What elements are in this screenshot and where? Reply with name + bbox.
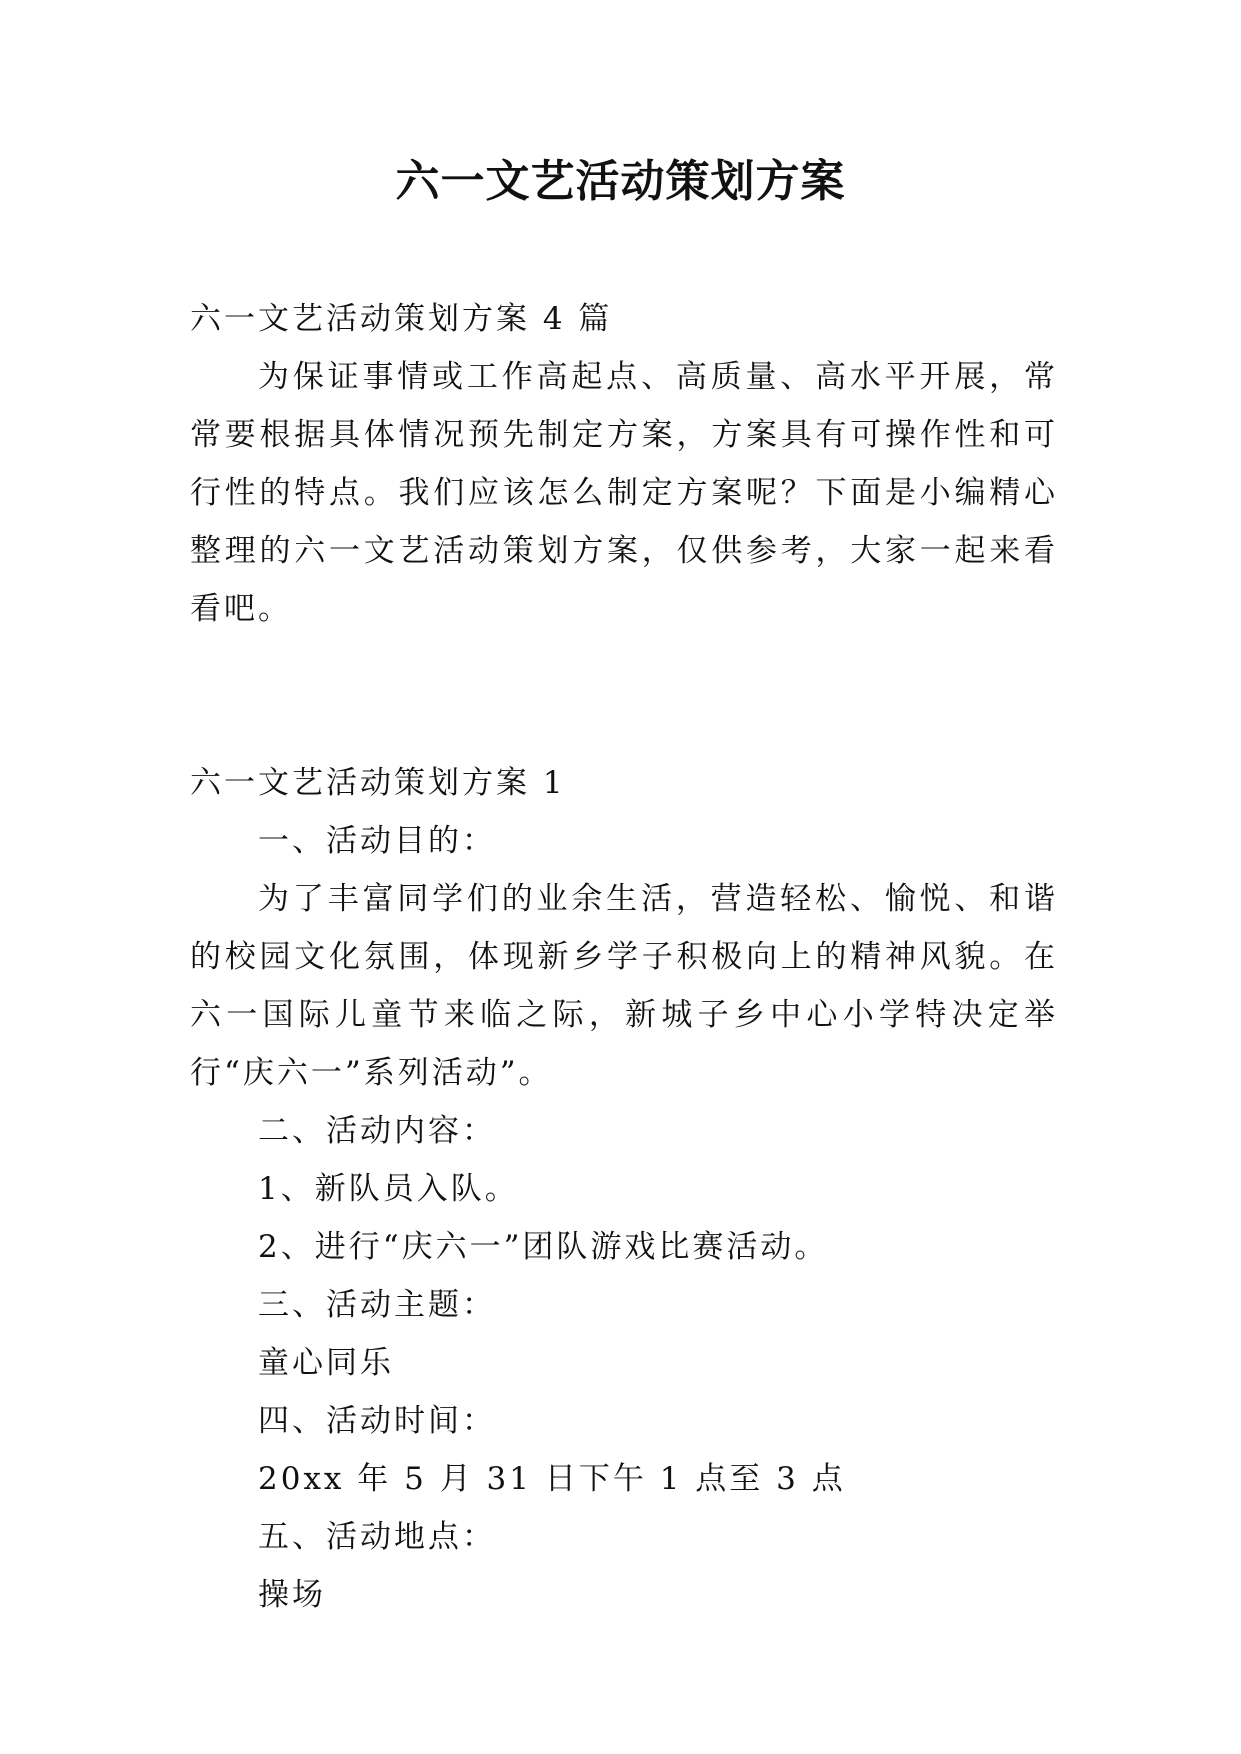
place-text: 操场 (258, 1577, 326, 1613)
intro-paragraph: 为保证事情或工作高起点、高质量、高水平开展，常常要根据具体情况预先制定方案，方案具有可操作性和可行性的特点。我们应该怎么制定方案呢？下面是小编精心整理的六一文艺活动策划方案，仅供参考，大家一起来看看吧。 (190, 359, 1058, 627)
purpose-paragraph: 为了丰富同学们的业余生活，营造轻松、愉悦、和谐的校园文化氛围，体现新乡学子积极向上的精神风貌。在六一国际儿童节来临之际，新城子乡中心小学特决定举行“庆六一”系列活动”。 (190, 881, 1058, 1091)
document-subtitle: 六一文艺活动策划方案 4 篇 (190, 301, 613, 337)
section-spacer (190, 638, 1058, 754)
document-title: 六一文艺活动策划方案 (395, 156, 846, 207)
content-item: 2、进行“庆六一”团队游戏比赛活动。 (258, 1229, 829, 1265)
purpose-heading: 一、活动目的： (258, 823, 496, 859)
time-text: 20xx 年 5 月 31 日下午 1 点至 3 点 (258, 1461, 846, 1497)
place-heading: 五、活动地点： (258, 1519, 496, 1555)
content-item: 1、新队员入队。 (258, 1171, 519, 1207)
theme-heading: 三、活动主题： (258, 1287, 496, 1323)
time-heading: 四、活动时间： (258, 1403, 496, 1439)
content-heading: 二、活动内容： (258, 1113, 496, 1149)
document-body (190, 290, 1058, 1624)
section-heading: 六一文艺活动策划方案 1 (190, 765, 566, 801)
theme-text: 童心同乐 (258, 1345, 394, 1381)
